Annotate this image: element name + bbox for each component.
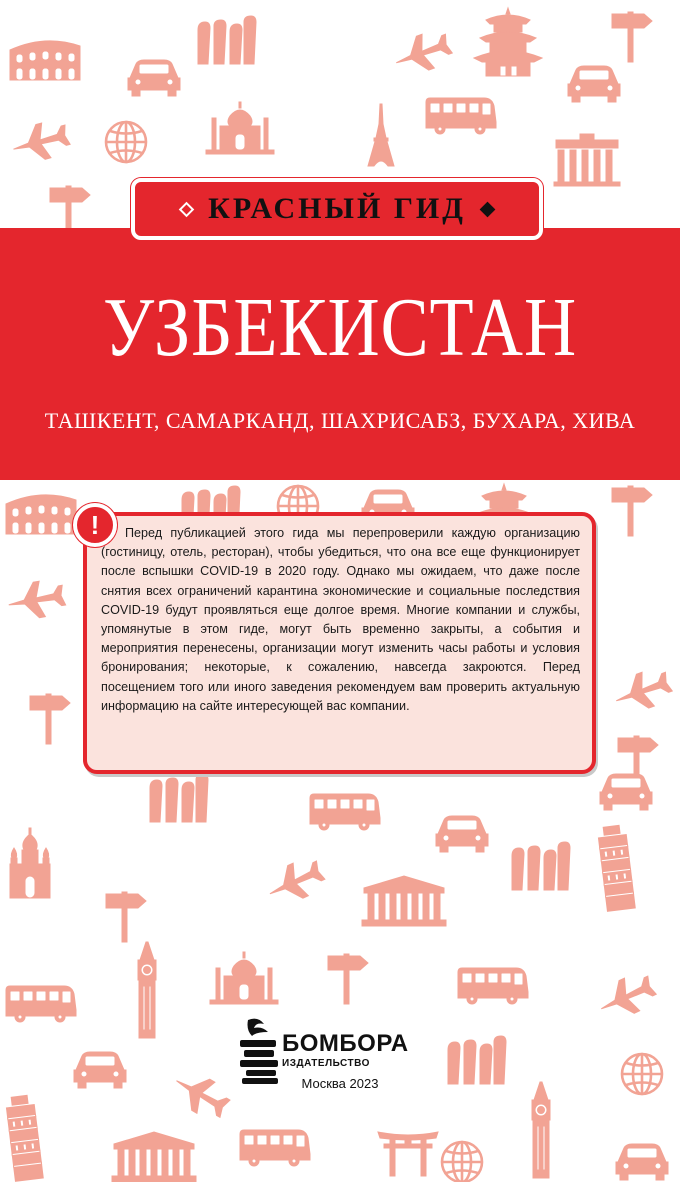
covid-notice <box>83 509 596 774</box>
parthenon-icon <box>112 1132 196 1182</box>
airplane-icon <box>262 854 328 910</box>
airplane-icon <box>9 117 72 166</box>
globe-icon <box>442 1142 482 1182</box>
car-icon <box>600 774 652 810</box>
series-label: КРАСНЫЙ ГИД <box>208 192 466 225</box>
publisher-name: БОМБОРА <box>282 1030 409 1057</box>
car-icon <box>436 816 488 852</box>
signpost-icon <box>106 892 146 942</box>
city-year: Москва 2023 <box>301 1076 379 1091</box>
taj-mahal-icon <box>210 952 278 1004</box>
bus-icon <box>458 968 528 1004</box>
publisher-subtitle: ИЗДАТЕЛЬСТВО <box>282 1058 370 1069</box>
big-ben-icon <box>532 1082 550 1178</box>
cover-subtitle: ТАШКЕНТ, САМАРКАНД, ШАХРИСАБЗ, БУХАРА, ХИВА <box>44 408 636 433</box>
cover-title: УЗБЕКИСТАН <box>102 281 577 374</box>
bus-icon <box>310 794 380 830</box>
airplane-icon <box>390 27 455 80</box>
big-ben-icon <box>138 942 156 1038</box>
diamond-outline-icon <box>179 201 195 217</box>
exclamation-glyph: ! <box>90 509 100 540</box>
moai-icon <box>512 842 570 890</box>
signpost-icon <box>612 12 652 62</box>
exclamation-icon <box>73 503 117 547</box>
airplane-icon <box>610 665 675 718</box>
airplane-icon <box>594 969 660 1025</box>
title-band <box>0 228 680 480</box>
parthenon-icon <box>362 876 446 926</box>
eiffel-tower-icon <box>368 104 394 166</box>
signpost-icon <box>328 954 368 1004</box>
pagoda-icon <box>474 8 542 76</box>
moai-icon <box>198 16 256 64</box>
colosseum-icon <box>10 41 80 80</box>
airplane-icon <box>6 577 67 622</box>
notice-text: Перед публикацией этого гида мы перепроверили каждую организацию (гостиницу, отель, ресторан), чтобы убедиться, что она все еще функционирует после вспышки COVID-19 в 2020 году. Однако мы ожидаем, что даже после снятия всех ограничений карантина экономические и социальные последствия COVID-19 будут проявляться еще долгое время. Многие компании и службы, упомянутые в этом гиде, могут быть временно закрыты, а события и мероприятия перенесены, организации могут изменить часы работы и условия бронирования; некоторые, к сожалению, навсегда закроются. Перед посещением того или иного заведения рекомендуем вам проверить актуальную информацию на сайте интересующей вас компании. <box>101 526 580 713</box>
airplane-icon <box>167 1065 233 1124</box>
car-icon <box>568 66 620 102</box>
church-icon <box>10 828 50 898</box>
car-icon <box>616 1144 668 1180</box>
signpost-icon <box>30 694 70 744</box>
bus-icon <box>6 986 76 1022</box>
moai-icon <box>150 774 208 822</box>
taj-mahal-icon <box>206 102 274 154</box>
brandenburg-gate-icon <box>554 134 620 186</box>
diamond-filled-icon <box>480 201 496 217</box>
signpost-icon <box>612 486 652 536</box>
series-badge <box>131 178 543 240</box>
car-icon <box>128 60 180 96</box>
bus-icon <box>240 1130 310 1166</box>
leaning-tower-icon <box>597 825 635 912</box>
torii-icon <box>378 1132 438 1176</box>
leaning-tower-icon <box>5 1095 43 1182</box>
globe-icon <box>106 122 146 162</box>
bus-icon <box>426 98 496 134</box>
colosseum-icon <box>6 495 76 534</box>
